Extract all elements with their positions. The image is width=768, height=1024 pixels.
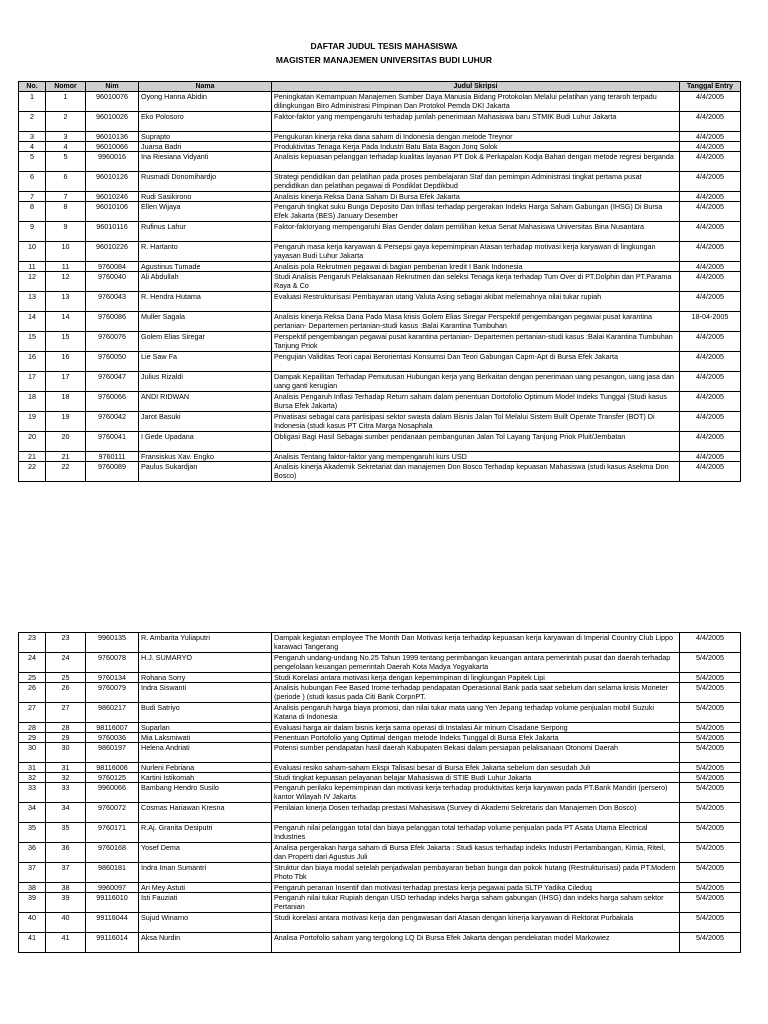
cell-judul: Peningkatan Kemampuan Manajemen Sumber Daya Manusia Bidang Protokolan Melalui pelatihan yang teraroh terpadu dilingkungan Biro Administrasi Pimpinan Dan Protokol Pemda DKI Jakarta: [272, 92, 680, 112]
cell-tanggal: 5/4/2005: [680, 723, 741, 733]
cell-tanggal: 5/4/2005: [680, 933, 741, 953]
cell-judul: Pengaruh perilaku kepemimpinan dan motivasi kerja terhadap produktivitas kerja karyawan pada PT.Bank Mandiri (persero) kantor Wilayah IV Jakarta: [272, 783, 680, 803]
cell-judul: Dampak Kepailitan Terhadap Pemutusan Hubungan kerja yang Berkaitan dengan penerimaan uang pesangon, uang jasa dan uang ganti kerugian: [272, 372, 680, 392]
cell-no: 3: [19, 132, 46, 142]
table-row: [19, 703, 741, 723]
table-row: [19, 332, 741, 352]
cell-nomor: 14: [46, 312, 86, 332]
cell-nama: Jarot Basuki: [139, 412, 272, 432]
cell-nim: 99116044: [86, 913, 139, 933]
cell-nim: 99116014: [86, 933, 139, 953]
cell-nomor: 21: [46, 452, 86, 462]
cell-nim: 9760134: [86, 673, 139, 683]
cell-nama: Yosef Dema: [139, 843, 272, 863]
cell-nomor: 20: [46, 432, 86, 452]
cell-nomor: 8: [46, 202, 86, 222]
table-row: [19, 913, 741, 933]
cell-nim: 96010226: [86, 242, 139, 262]
cell-nama: Muller Sagala: [139, 312, 272, 332]
cell-judul: Obligasi Bagi Hasil Sebagai sumber pendanaan pembangunan Jalan Tol Layang Tanjung Priok Pluit/Jembatan: [272, 432, 680, 452]
cell-tanggal: 4/4/2005: [680, 432, 741, 452]
cell-tanggal: 4/4/2005: [680, 202, 741, 222]
cell-nim: 96010116: [86, 222, 139, 242]
cell-tanggal: 4/4/2005: [680, 112, 741, 132]
cell-judul: Studi Analisis Pengaruh Pelaksanaan Rekrutmen dan seleksi Tenaga kerja terhadap Tum Over di PT.Dolphin dan PT.Parama Raya & Co: [272, 272, 680, 292]
cell-judul: Evaluasi harga air dalam bisnis kerja sama operasi di Instalasi Air minum Cisadane Serpong: [272, 723, 680, 733]
cell-judul: Studi korelasi antara motivasi kerja dan pengawasan dari Atasan dengan kinerja karyawan di Rektorat Purbakala: [272, 913, 680, 933]
cell-tanggal: 4/4/2005: [680, 633, 741, 653]
cell-tanggal: 4/4/2005: [680, 412, 741, 432]
cell-judul: Faktor-faktoryang mempengaruhi Bias Gender dalam pemilihan ketua Senat Mahasiswa Universitas Bina Nusantara: [272, 222, 680, 242]
cell-tanggal: 4/4/2005: [680, 462, 741, 482]
cell-no: 33: [19, 783, 46, 803]
cell-judul: Pengaruh nilai pelanggan total dan biaya pelanggan total terhadap volume penjualan pada PT Asata Utama Electrical Industries: [272, 823, 680, 843]
cell-no: 8: [19, 202, 46, 222]
cell-no: 9: [19, 222, 46, 242]
cell-no: 28: [19, 723, 46, 733]
cell-no: 22: [19, 462, 46, 482]
cell-nomor: 33: [46, 783, 86, 803]
table-row: [19, 352, 741, 372]
cell-judul: Studi tingkat kepuasan pelayanan belajar Mahasiswa di STIE Budi Luhur Jakarta: [272, 773, 680, 783]
cell-tanggal: 4/4/2005: [680, 222, 741, 242]
header-tanggal: Tanggal Entry: [680, 82, 741, 92]
cell-nama: Julius Rizaldi: [139, 372, 272, 392]
cell-nama: Eko Polosoro: [139, 112, 272, 132]
cell-nomor: 23: [46, 633, 86, 653]
cell-nomor: 16: [46, 352, 86, 372]
cell-no: 5: [19, 152, 46, 172]
cell-no: 32: [19, 773, 46, 783]
cell-tanggal: 4/4/2005: [680, 172, 741, 192]
cell-judul: Analisa Portofolio saham yang tergolong LQ Di Bursa Efek Jakarta dengan pendekatan model Markowiez: [272, 933, 680, 953]
cell-nomor: 37: [46, 863, 86, 883]
cell-nama: Rufinus Lahur: [139, 222, 272, 242]
cell-judul: Analisis kepuasan pelanggan terhadap kualitas layanan PT Dok & Perkapalan Kodja Bahari dengan metode regresi berganda: [272, 152, 680, 172]
cell-nim: 9860181: [86, 863, 139, 883]
header-nim: Nim: [86, 82, 139, 92]
cell-no: 18: [19, 392, 46, 412]
cell-nomor: 26: [46, 683, 86, 703]
header-nomor: Nomor: [46, 82, 86, 92]
cell-nomor: 25: [46, 673, 86, 683]
cell-tanggal: 5/4/2005: [680, 883, 741, 893]
cell-nama: Rohana Sorry: [139, 673, 272, 683]
cell-nim: 9760089: [86, 462, 139, 482]
cell-nama: Cosmas Hariawan Kresna: [139, 803, 272, 823]
cell-no: 13: [19, 292, 46, 312]
cell-no: 25: [19, 673, 46, 683]
cell-nim: 9760084: [86, 262, 139, 272]
cell-judul: Pengaruh undang-undang No.25 Tahun 1999 tentang perimbangan keuangan antara pemerintah pusat dan daerah terhadap pengelolaan keuangan pemerintah Daerah Kota Madya Yogyakarta: [272, 653, 680, 673]
cell-judul: Faktor-faktor yang mempengaruhi terhadap jumlah penerimaan Mahasiswa baru STMIK Budi Luhur Jakarta: [272, 112, 680, 132]
cell-nomor: 5: [46, 152, 86, 172]
cell-judul: Evaluasi resiko saham-saham Ekspi Talisasi besar di Bursa Efek Jakarta sebelum dan sesudah Juli: [272, 763, 680, 773]
cell-nama: Mia Laksmiwati: [139, 733, 272, 743]
cell-nomor: 36: [46, 843, 86, 863]
cell-judul: Struktur dan biaya modal setelah penjadwalan pembayaran beban bunga dan pokok hutang (Restrukturisasi) pada PT.Modern Photo Tbk: [272, 863, 680, 883]
cell-no: 6: [19, 172, 46, 192]
cell-no: 2: [19, 112, 46, 132]
cell-no: 38: [19, 883, 46, 893]
cell-judul: Analisis kinerja Reksa Dana Pada Masa krisis Golem Elias Siregar Perspektif pengembangan pegawai pusat karantina pertanian- Departemen pertanian-studi kasus :Balai Karantina Tumbuhan: [272, 312, 680, 332]
cell-tanggal: 4/4/2005: [680, 142, 741, 152]
cell-judul: Analisis kinerja Akademik Sekretariat dan manajemen Don Bosco Terhadap kepuasan Mahasiswa (studi kasus Asekma Don Bosco): [272, 462, 680, 482]
cell-tanggal: 4/4/2005: [680, 272, 741, 292]
table-row: [19, 292, 741, 312]
table-row: [19, 242, 741, 262]
cell-nim: 9760079: [86, 683, 139, 703]
cell-tanggal: 4/4/2005: [680, 92, 741, 112]
cell-nomor: 41: [46, 933, 86, 953]
cell-nim: 96010026: [86, 112, 139, 132]
cell-no: 37: [19, 863, 46, 883]
table-row: [19, 773, 741, 783]
cell-judul: Potensi sumber pendapatan hasil daerah Kabupaten Bekasi dalam persiapan pelaksanaan Otonomi Daerah: [272, 743, 680, 763]
cell-nomor: 4: [46, 142, 86, 152]
cell-nim: 9760111: [86, 452, 139, 462]
cell-nama: Suparlan: [139, 723, 272, 733]
cell-nama: Agustinus Tumade: [139, 262, 272, 272]
cell-no: 20: [19, 432, 46, 452]
cell-nomor: 40: [46, 913, 86, 933]
thesis-table-part-2: [18, 632, 741, 953]
cell-nama: Ellen Wijaya: [139, 202, 272, 222]
cell-no: 7: [19, 192, 46, 202]
cell-no: 31: [19, 763, 46, 773]
cell-nomor: 31: [46, 763, 86, 773]
cell-nama: Juarsa Badri: [139, 142, 272, 152]
cell-nim: 9860217: [86, 703, 139, 723]
thesis-table-part-1: [18, 81, 741, 482]
cell-nama: Ali Abdullah: [139, 272, 272, 292]
cell-nama: H.J. SUMARYO: [139, 653, 272, 673]
cell-nama: R.Aj. Granita Desiputri: [139, 823, 272, 843]
table-row: [19, 312, 741, 332]
cell-tanggal: 5/4/2005: [680, 673, 741, 683]
cell-nama: R. Hartanto: [139, 242, 272, 262]
cell-nama: Budi Satriyo: [139, 703, 272, 723]
cell-tanggal: 5/4/2005: [680, 893, 741, 913]
table-row: [19, 412, 741, 432]
table-row: [19, 202, 741, 222]
cell-judul: Analisis kinerja Reksa Dana Saham Di Bursa Efek Jakarta: [272, 192, 680, 202]
cell-nama: Ina Riesiana Vidyanti: [139, 152, 272, 172]
header-judul: Judul Skripsi: [272, 82, 680, 92]
cell-nomor: 24: [46, 653, 86, 673]
cell-tanggal: 5/4/2005: [680, 703, 741, 723]
cell-nomor: 3: [46, 132, 86, 142]
cell-nama: Helena Andriati: [139, 743, 272, 763]
table-row: [19, 222, 741, 242]
cell-nim: 9760072: [86, 803, 139, 823]
cell-no: 27: [19, 703, 46, 723]
cell-nim: 98116006: [86, 763, 139, 773]
cell-nomor: 39: [46, 893, 86, 913]
cell-nomor: 30: [46, 743, 86, 763]
cell-nim: 9860197: [86, 743, 139, 763]
cell-judul: Pengaruh peranan Insentif dan motivasi terhadap prestasi kerja pegawai pada SLTP Yadika Cileduq: [272, 883, 680, 893]
cell-nim: 96010076: [86, 92, 139, 112]
cell-judul: Analisis pengaruh harga biaya promosi, dan nilai tukar mata uang Yen Jepang terhadap volume penjualan mobil Suzuki Katana di Indonesia: [272, 703, 680, 723]
cell-nomor: 7: [46, 192, 86, 202]
cell-nomor: 34: [46, 803, 86, 823]
table-row: [19, 823, 741, 843]
cell-tanggal: 5/4/2005: [680, 683, 741, 703]
cell-nama: Suprapto: [139, 132, 272, 142]
cell-nim: 9760066: [86, 392, 139, 412]
table-row: [19, 192, 741, 202]
cell-nomor: 35: [46, 823, 86, 843]
cell-tanggal: 5/4/2005: [680, 783, 741, 803]
cell-tanggal: 5/4/2005: [680, 773, 741, 783]
cell-nama: Kartini Istikomah: [139, 773, 272, 783]
cell-judul: Pengaruh nilai tukar Rupiah dengan USD terhadap indeks harga saham gabungan (IHSG) dan indeks harga saham sektor Pertanian: [272, 893, 680, 913]
cell-nomor: 32: [46, 773, 86, 783]
table-row: [19, 803, 741, 823]
cell-nim: 9960135: [86, 633, 139, 653]
cell-tanggal: 5/4/2005: [680, 843, 741, 863]
cell-nama: Paulus Sukardjan: [139, 462, 272, 482]
cell-no: 29: [19, 733, 46, 743]
cell-nama: Rusmadi Donomihardjo: [139, 172, 272, 192]
cell-no: 34: [19, 803, 46, 823]
cell-no: 21: [19, 452, 46, 462]
table-row: [19, 683, 741, 703]
cell-judul: Privatisasi sebagai cara partisipasi sektor swasta dalam Bisnis Jalan Tol Melalui Sistem Built Operate Transfer (BOT) Di Indonesia (studi kasus PT Citra Marga Nosaphala: [272, 412, 680, 432]
cell-nim: 9760040: [86, 272, 139, 292]
cell-tanggal: 5/4/2005: [680, 653, 741, 673]
cell-nim: 96010246: [86, 192, 139, 202]
cell-nama: Indra Siswanti: [139, 683, 272, 703]
cell-judul: Penentuan Portofolio yang Optimal dengan metode Indeks Tunggal di Bursa Efek Jakarta: [272, 733, 680, 743]
cell-nomor: 29: [46, 733, 86, 743]
cell-nama: Indra Iman Sumantri: [139, 863, 272, 883]
cell-nama: Fransiskus Xav. Engko: [139, 452, 272, 462]
table-row: [19, 633, 741, 653]
cell-nim: 9960097: [86, 883, 139, 893]
cell-judul: Dampak kegiatan employee The Month Dan Motivasi kerja terhadap kepuasan kerja karyawan di Imperial Country Club Lippo karawaci Tangerang: [272, 633, 680, 653]
table-row: [19, 132, 741, 142]
cell-tanggal: 5/4/2005: [680, 763, 741, 773]
table-row: [19, 783, 741, 803]
table-row: [19, 883, 741, 893]
cell-judul: Penilaian kinerja Dosen terhadap prestasi Mahasiswa (Survey di Akademi Sekretaris dan Manajemen Don Bosco): [272, 803, 680, 823]
cell-tanggal: 5/4/2005: [680, 743, 741, 763]
cell-no: 30: [19, 743, 46, 763]
table-row: [19, 763, 741, 773]
cell-judul: Evaluasi Restrukturisasi Pembayaran utang Valuta Asing sebagai akibat melemahnya nilai tukar rupiah: [272, 292, 680, 312]
cell-judul: Produktivitas Tenaga Kerja Pada Industri Batu Bata Bagon Jonq Solok: [272, 142, 680, 152]
cell-nim: 98116007: [86, 723, 139, 733]
cell-nama: Golem Elias Siregar: [139, 332, 272, 352]
cell-judul: Analisa pergerakan harga saham di Bursa Efek Jakarta : Studi kasus terhadap indeks Industri Pertambangan, Kimia, Riteil, dan Properti dari Agustus Juli: [272, 843, 680, 863]
cell-no: 23: [19, 633, 46, 653]
cell-nomor: 10: [46, 242, 86, 262]
table-row: [19, 372, 741, 392]
table-row: [19, 462, 741, 482]
cell-nim: 9760171: [86, 823, 139, 843]
cell-no: 40: [19, 913, 46, 933]
cell-no: 36: [19, 843, 46, 863]
cell-judul: Analisis Pengaruh Inflasi Terhadap Return saham dalam penentuan Dortofolio Optimum Model Indeks Tunggal (Studi kasus Bursa Efek Jakarta): [272, 392, 680, 412]
cell-nomor: 11: [46, 262, 86, 272]
cell-nim: 9760043: [86, 292, 139, 312]
cell-nomor: 2: [46, 112, 86, 132]
cell-nim: 9760078: [86, 653, 139, 673]
table-row: [19, 172, 741, 192]
cell-nim: 9760047: [86, 372, 139, 392]
cell-no: 15: [19, 332, 46, 352]
cell-nama: Nurleni Febriana: [139, 763, 272, 773]
cell-tanggal: 5/4/2005: [680, 823, 741, 843]
cell-tanggal: 4/4/2005: [680, 452, 741, 462]
cell-nim: 9760042: [86, 412, 139, 432]
table-row: [19, 262, 741, 272]
cell-nama: ANDI RIDWAN: [139, 392, 272, 412]
cell-nim: 9960016: [86, 152, 139, 172]
cell-no: 10: [19, 242, 46, 262]
cell-nim: 9760168: [86, 843, 139, 863]
cell-nim: 96010126: [86, 172, 139, 192]
table-row: [19, 673, 741, 683]
table-header-row: [19, 82, 741, 92]
cell-nomor: 1: [46, 92, 86, 112]
cell-judul: Analisis pola Rekrutmen pegawai di bagian pemberian kredit I Bank Indonesia: [272, 262, 680, 272]
cell-judul: Strategi pendidikan dan pelatihan pada proses pembelajaran Staf dan pemimpin Administrasi tingkat pertama pusat pendidikan dan pelatihan pegawai di Posdiklat Depdikbud: [272, 172, 680, 192]
cell-no: 11: [19, 262, 46, 272]
table-row: [19, 112, 741, 132]
cell-tanggal: 18-04-2005: [680, 312, 741, 332]
table-row: [19, 272, 741, 292]
cell-tanggal: 4/4/2005: [680, 352, 741, 372]
cell-nomor: 18: [46, 392, 86, 412]
cell-nomor: 19: [46, 412, 86, 432]
cell-nama: Bambang Hendro Susilo: [139, 783, 272, 803]
cell-nama: Rudi Sasikirono: [139, 192, 272, 202]
cell-tanggal: 5/4/2005: [680, 863, 741, 883]
cell-nim: 9760086: [86, 312, 139, 332]
cell-nomor: 17: [46, 372, 86, 392]
cell-nama: Ari Mey Astuti: [139, 883, 272, 893]
cell-judul: Pengujian Validitas Teori capai Berorientasi Konsumsi Dan Teori Gabungan Capm-Apt di Bursa Efek Jakarta: [272, 352, 680, 372]
document-title: DAFTAR JUDUL TESIS MAHASISWA: [310, 41, 458, 51]
cell-nama: I Gede Upadana: [139, 432, 272, 452]
cell-nomor: 22: [46, 462, 86, 482]
cell-nomor: 6: [46, 172, 86, 192]
table-row: [19, 432, 741, 452]
cell-no: 35: [19, 823, 46, 843]
table-row: [19, 653, 741, 673]
cell-tanggal: 5/4/2005: [680, 803, 741, 823]
cell-nama: Aksa Nurdin: [139, 933, 272, 953]
cell-tanggal: 4/4/2005: [680, 192, 741, 202]
table-row: [19, 743, 741, 763]
cell-nim: 9760125: [86, 773, 139, 783]
cell-no: 1: [19, 92, 46, 112]
table-row: [19, 733, 741, 743]
cell-tanggal: 5/4/2005: [680, 913, 741, 933]
cell-nim: 9960066: [86, 783, 139, 803]
cell-judul: Perspektif pengembangan pegawai pusat karantina pertanian- Departemen pertanian-studi kasus :Balai Karantina Tumbuhan Tanjung Priok: [272, 332, 680, 352]
cell-judul: Analisis hubungan Fee Based Irome terhadap pendapatan Operasional Bank pada saat sebelum dan selama krisis Moneter (periode ) (studi kasus pada Citi Bank CorpnPT.: [272, 683, 680, 703]
cell-tanggal: 4/4/2005: [680, 132, 741, 142]
table-row: [19, 863, 741, 883]
cell-nim: 96010106: [86, 202, 139, 222]
table-row: [19, 92, 741, 112]
cell-judul: Analisis Tentang faktor-faktor yang mempengaruhi kurs USD: [272, 452, 680, 462]
cell-tanggal: 4/4/2005: [680, 242, 741, 262]
cell-nama: Sujud Winarno: [139, 913, 272, 933]
cell-no: 4: [19, 142, 46, 152]
cell-nomor: 9: [46, 222, 86, 242]
cell-no: 17: [19, 372, 46, 392]
cell-no: 12: [19, 272, 46, 292]
document-subtitle: MAGISTER MANAJEMEN UNIVERSITAS BUDI LUHUR: [275, 55, 493, 65]
header-nama: Nama: [139, 82, 272, 92]
cell-no: 41: [19, 933, 46, 953]
cell-nim: 99116010: [86, 893, 139, 913]
cell-nomor: 12: [46, 272, 86, 292]
cell-nama: Isti Fauziati: [139, 893, 272, 913]
cell-nim: 9760050: [86, 352, 139, 372]
cell-judul: Pengukuran kinerja reka dana saham di Indonesia dengan metode Treynor: [272, 132, 680, 142]
cell-tanggal: 4/4/2005: [680, 152, 741, 172]
table-row: [19, 893, 741, 913]
cell-no: 16: [19, 352, 46, 372]
cell-nim: 96010136: [86, 132, 139, 142]
cell-no: 14: [19, 312, 46, 332]
cell-no: 19: [19, 412, 46, 432]
cell-nim: 9760036: [86, 733, 139, 743]
cell-nomor: 27: [46, 703, 86, 723]
cell-nomor: 28: [46, 723, 86, 733]
cell-no: 26: [19, 683, 46, 703]
cell-judul: Studi Korelasi antara motivasi kerja dengan kepemimpinan di lingkungan Papitek Lipi: [272, 673, 680, 683]
cell-no: 39: [19, 893, 46, 913]
cell-tanggal: 4/4/2005: [680, 332, 741, 352]
cell-nama: Lie Saw Fa: [139, 352, 272, 372]
cell-nomor: 13: [46, 292, 86, 312]
table-row: [19, 843, 741, 863]
cell-nim: 96010066: [86, 142, 139, 152]
table-row: [19, 452, 741, 462]
cell-nama: Oyong Hanna Abidin: [139, 92, 272, 112]
table-row: [19, 152, 741, 172]
cell-nama: R. Hendra Hutama: [139, 292, 272, 312]
cell-no: 24: [19, 653, 46, 673]
table-row: [19, 933, 741, 953]
cell-tanggal: 4/4/2005: [680, 292, 741, 312]
cell-nim: 9760076: [86, 332, 139, 352]
table-row: [19, 142, 741, 152]
cell-nomor: 38: [46, 883, 86, 893]
cell-nama: R. Ambarita Yuliaputri: [139, 633, 272, 653]
cell-nomor: 15: [46, 332, 86, 352]
cell-tanggal: 4/4/2005: [680, 262, 741, 272]
header-no: No.: [19, 82, 46, 92]
table-row: [19, 392, 741, 412]
cell-judul: Pengaruh masa kerja karyawan & Persepsi gaya kepemimpinan Atasan terhadap motivasi kerja karyawan di lingkungan yayasan Budi Luhur Jakarta: [272, 242, 680, 262]
cell-tanggal: 5/4/2005: [680, 733, 741, 743]
cell-judul: Pengaruh tingkat suku Bunga Deposito Dan Inflasi terhadap pergerakan Indeks Harga Saham Gabungan (IHSG) Di Bursa Efek Jakarta (BES) January Desember: [272, 202, 680, 222]
cell-tanggal: 4/4/2005: [680, 392, 741, 412]
table-row: [19, 723, 741, 733]
cell-nim: 9760041: [86, 432, 139, 452]
cell-tanggal: 4/4/2005: [680, 372, 741, 392]
